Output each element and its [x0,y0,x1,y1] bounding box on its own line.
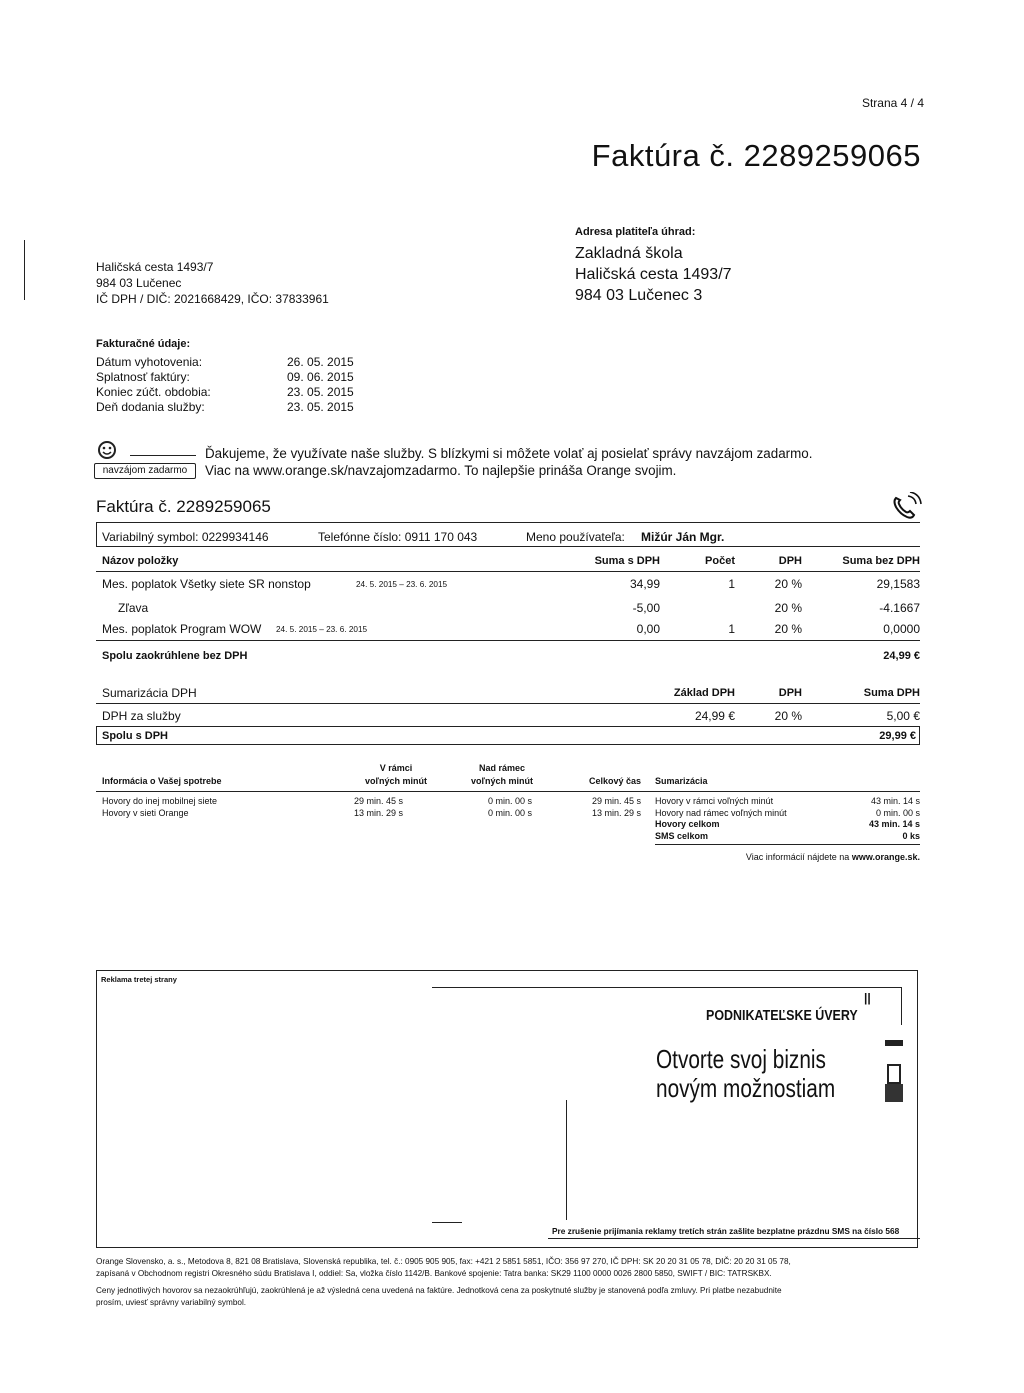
more-info-link[interactable]: www.orange.sk. [851,852,920,862]
invoice-subtitle: Faktúra č. 2289259065 [96,497,271,516]
usage-col-over-2: voľných minút [471,776,533,786]
sender-ids: IČ DPH / DIČ: 2021668429, IČO: 37833961 [96,292,329,306]
ad-label: Reklama tretej strany [101,975,177,984]
vat-total-right [919,726,920,744]
ad-right-rule [901,987,902,1025]
item-vat: 20 % [774,577,802,591]
billing-label: Koniec zúčt. obdobia: [96,385,211,399]
item-count: 1 [728,577,735,591]
billing-label: Dátum vyhotovenia: [96,355,203,369]
item-vat: 20 % [774,622,802,636]
usage-within: 29 min. 45 s [353,796,403,806]
ad-line2: novým možnostiam [656,1073,836,1103]
ad-mark-icon: || [864,991,871,1005]
ad-heading: PODNIKATEĽSKE ÚVERY [706,1008,858,1024]
col-count: Počet [705,555,735,567]
usage-col-within-1: V rámci [379,763,413,773]
vat-header-rule [96,703,920,704]
vat-col-base: Základ DPH [673,687,735,699]
billing-heading: Fakturačné údaje: [96,338,191,350]
summary-label: Hovory v rámci voľných minút [655,796,774,806]
payer-name: Zakladná škola [575,245,683,262]
summary-value: 43 min. 14 s [868,819,920,829]
grand-total-label: Spolu s DPH [102,730,169,742]
items-bottom-rule [96,640,920,641]
summary-value: 0 ks [902,831,920,841]
logo-line [130,455,196,456]
vat-row-amount: 5,00 € [886,709,920,723]
summary-label: SMS celkom [655,831,709,841]
summary-label: Hovory nad rámec voľných minút [655,808,787,818]
more-info-prefix: Viac informácií nájdete na [745,852,850,862]
item-gross: 0,00 [636,622,660,636]
phone-ringing-icon [890,492,924,522]
payer-city: 984 03 Lučenec 3 [575,287,703,304]
usage-over: 0 min. 00 s [487,808,532,818]
sender-street: Haličská cesta 1493/7 [96,260,214,274]
summary-label: Hovory celkom [655,819,720,829]
grand-total-value: 29,99 € [879,730,916,742]
summary-value: 43 min. 14 s [870,796,920,806]
item-name: Mes. poplatok Program WOW [102,622,262,636]
footer-line3: Ceny jednotlivých hovorov sa nezaokrúhľujú, zaokrúhlená je až výsledná cena uvedená na faktúre. Jednotková cena za poskytnuté služby je stanovená podľa zmluvy. Pri platbe nezabudnite [96,1286,782,1295]
vat-col-label: Sumarizácia DPH [102,686,197,700]
usage-header-rule [96,791,920,792]
item-net: 29,1583 [876,577,920,591]
items-header-rule [96,571,920,572]
usage-label: Hovory v sieti Orange [102,808,189,818]
vat-col-amount: Suma DPH [863,687,920,699]
billing-label: Splatnosť faktúry: [96,370,190,384]
page-number: Strana 4 / 4 [861,96,924,110]
face-logo-icon [96,438,126,462]
item-count: 1 [728,622,735,636]
user-label: Meno používateľa: [526,530,625,544]
item-name: Mes. poplatok Všetky siete SR nonstop [102,577,311,591]
usage-col-over-1: Nad rámec [478,763,526,773]
vat-row-label: DPH za služby [102,709,181,723]
usage-total: 29 min. 45 s [591,796,641,806]
total-net-label: Spolu zaokrúhlene bez DPH [102,650,248,662]
ad-top-rule [432,987,902,988]
usage-col-within-2: voľných minút [365,776,427,786]
vat-row-rate: 20 % [774,709,802,723]
usage-col-total: Celkový čas [588,776,641,786]
ad-optout-rule [548,1238,920,1239]
ad-dash [432,1222,462,1223]
col-vat: DPH [778,555,802,567]
info-bar-bottom [96,546,920,547]
total-net-value: 24,99 € [883,650,920,662]
payer-street: Haličská cesta 1493/7 [575,266,732,283]
summary-value: 0 min. 00 s [875,808,920,818]
billing-value: 09. 06. 2015 [287,370,354,384]
col-net: Suma bez DPH [842,555,920,567]
info-bar-left [96,522,97,546]
phone-number: Telefónne číslo: 0911 170 043 [318,530,478,544]
col-name: Názov položky [102,555,179,567]
vat-row-base: 24,99 € [694,709,735,723]
billing-value: 26. 05. 2015 [287,355,354,369]
invoice-title: Faktúra č. 2289259065 [591,138,921,173]
left-margin-mark [24,240,25,300]
footer-line2: zapísaná v Obchodnom registri Okresného súdu Bratislava I, oddiel: Sa, vložka číslo 1142/B. Bankové spojenie: Tatra banka: SK29 1100 0000 0026 2800 5850, SWIFT / BIC: TATRSKBX. [96,1269,772,1278]
col-gross: Suma s DPH [594,555,660,567]
item-vat: 20 % [774,601,802,615]
billing-value: 23. 05. 2015 [287,385,354,399]
promo-line1: Ďakujeme, že využívate naše služby. S blízkymi si môžete volať aj posielať správy navzájom zadarmo. [205,446,813,461]
footer-line1: Orange Slovensko, a. s., Metodova 8, 821 08 Bratislava, Slovenská republika, tel. č.: 0905 905 905, fax: +421 2 5851 5851, IČO: 356 97 270, IČ DPH: SK 20 20 31 05 78, DIČ: 20 20 31 05 78, [96,1257,791,1266]
footer-line4: prosím, uviesť správny variabilný symbol. [96,1298,247,1307]
ad-graphic-icon [885,1040,903,1102]
usage-col-info: Informácia o Vašej spotrebe [102,776,222,786]
billing-value: 23. 05. 2015 [287,400,354,414]
ad-line1: Otvorte svoj biznis [656,1044,826,1074]
item-period: 24. 5. 2015 – 23. 6. 2015 [356,580,448,589]
user-name: Mižúr Ján Mgr. [641,530,725,544]
ad-left-rule [566,1100,567,1220]
item-period: 24. 5. 2015 – 23. 6. 2015 [276,625,368,634]
vat-total-left [96,726,97,744]
item-net: -4.1667 [879,601,920,615]
billing-label: Deň dodania služby: [96,400,205,414]
usage-label: Hovory do inej mobilnej siete [102,796,218,806]
item-gross: -5,00 [632,601,660,615]
item-gross: 34,99 [629,577,660,591]
usage-over: 0 min. 00 s [487,796,532,806]
item-name: Zľava [118,601,149,615]
sender-city: 984 03 Lučenec [96,276,182,290]
vat-total-bottom [96,744,920,745]
info-bar-top [96,522,920,523]
usage-col-summary: Sumarizácia [655,776,708,786]
vat-total-top [96,726,920,727]
logo-text: navzájom zadarmo [94,463,196,479]
vat-col-rate: DPH [778,687,802,699]
more-info [746,852,920,862]
payer-heading: Adresa platiteľa úhrad: [575,226,696,238]
usage-within: 13 min. 29 s [353,808,403,818]
usage-total: 13 min. 29 s [591,808,641,818]
promo-line2: Viac na www.orange.sk/navzajomzadarmo. To najlepšie prináša Orange svojim. [205,463,677,478]
item-net: 0,0000 [883,622,920,636]
variable-symbol: Variabilný symbol: 0229934146 [102,530,269,544]
ad-optout: Pre zrušenie prijímania reklamy tretích strán zašlite bezplatne prázdnu SMS na číslo 568 [552,1226,900,1236]
usage-summary-rule [655,844,920,845]
